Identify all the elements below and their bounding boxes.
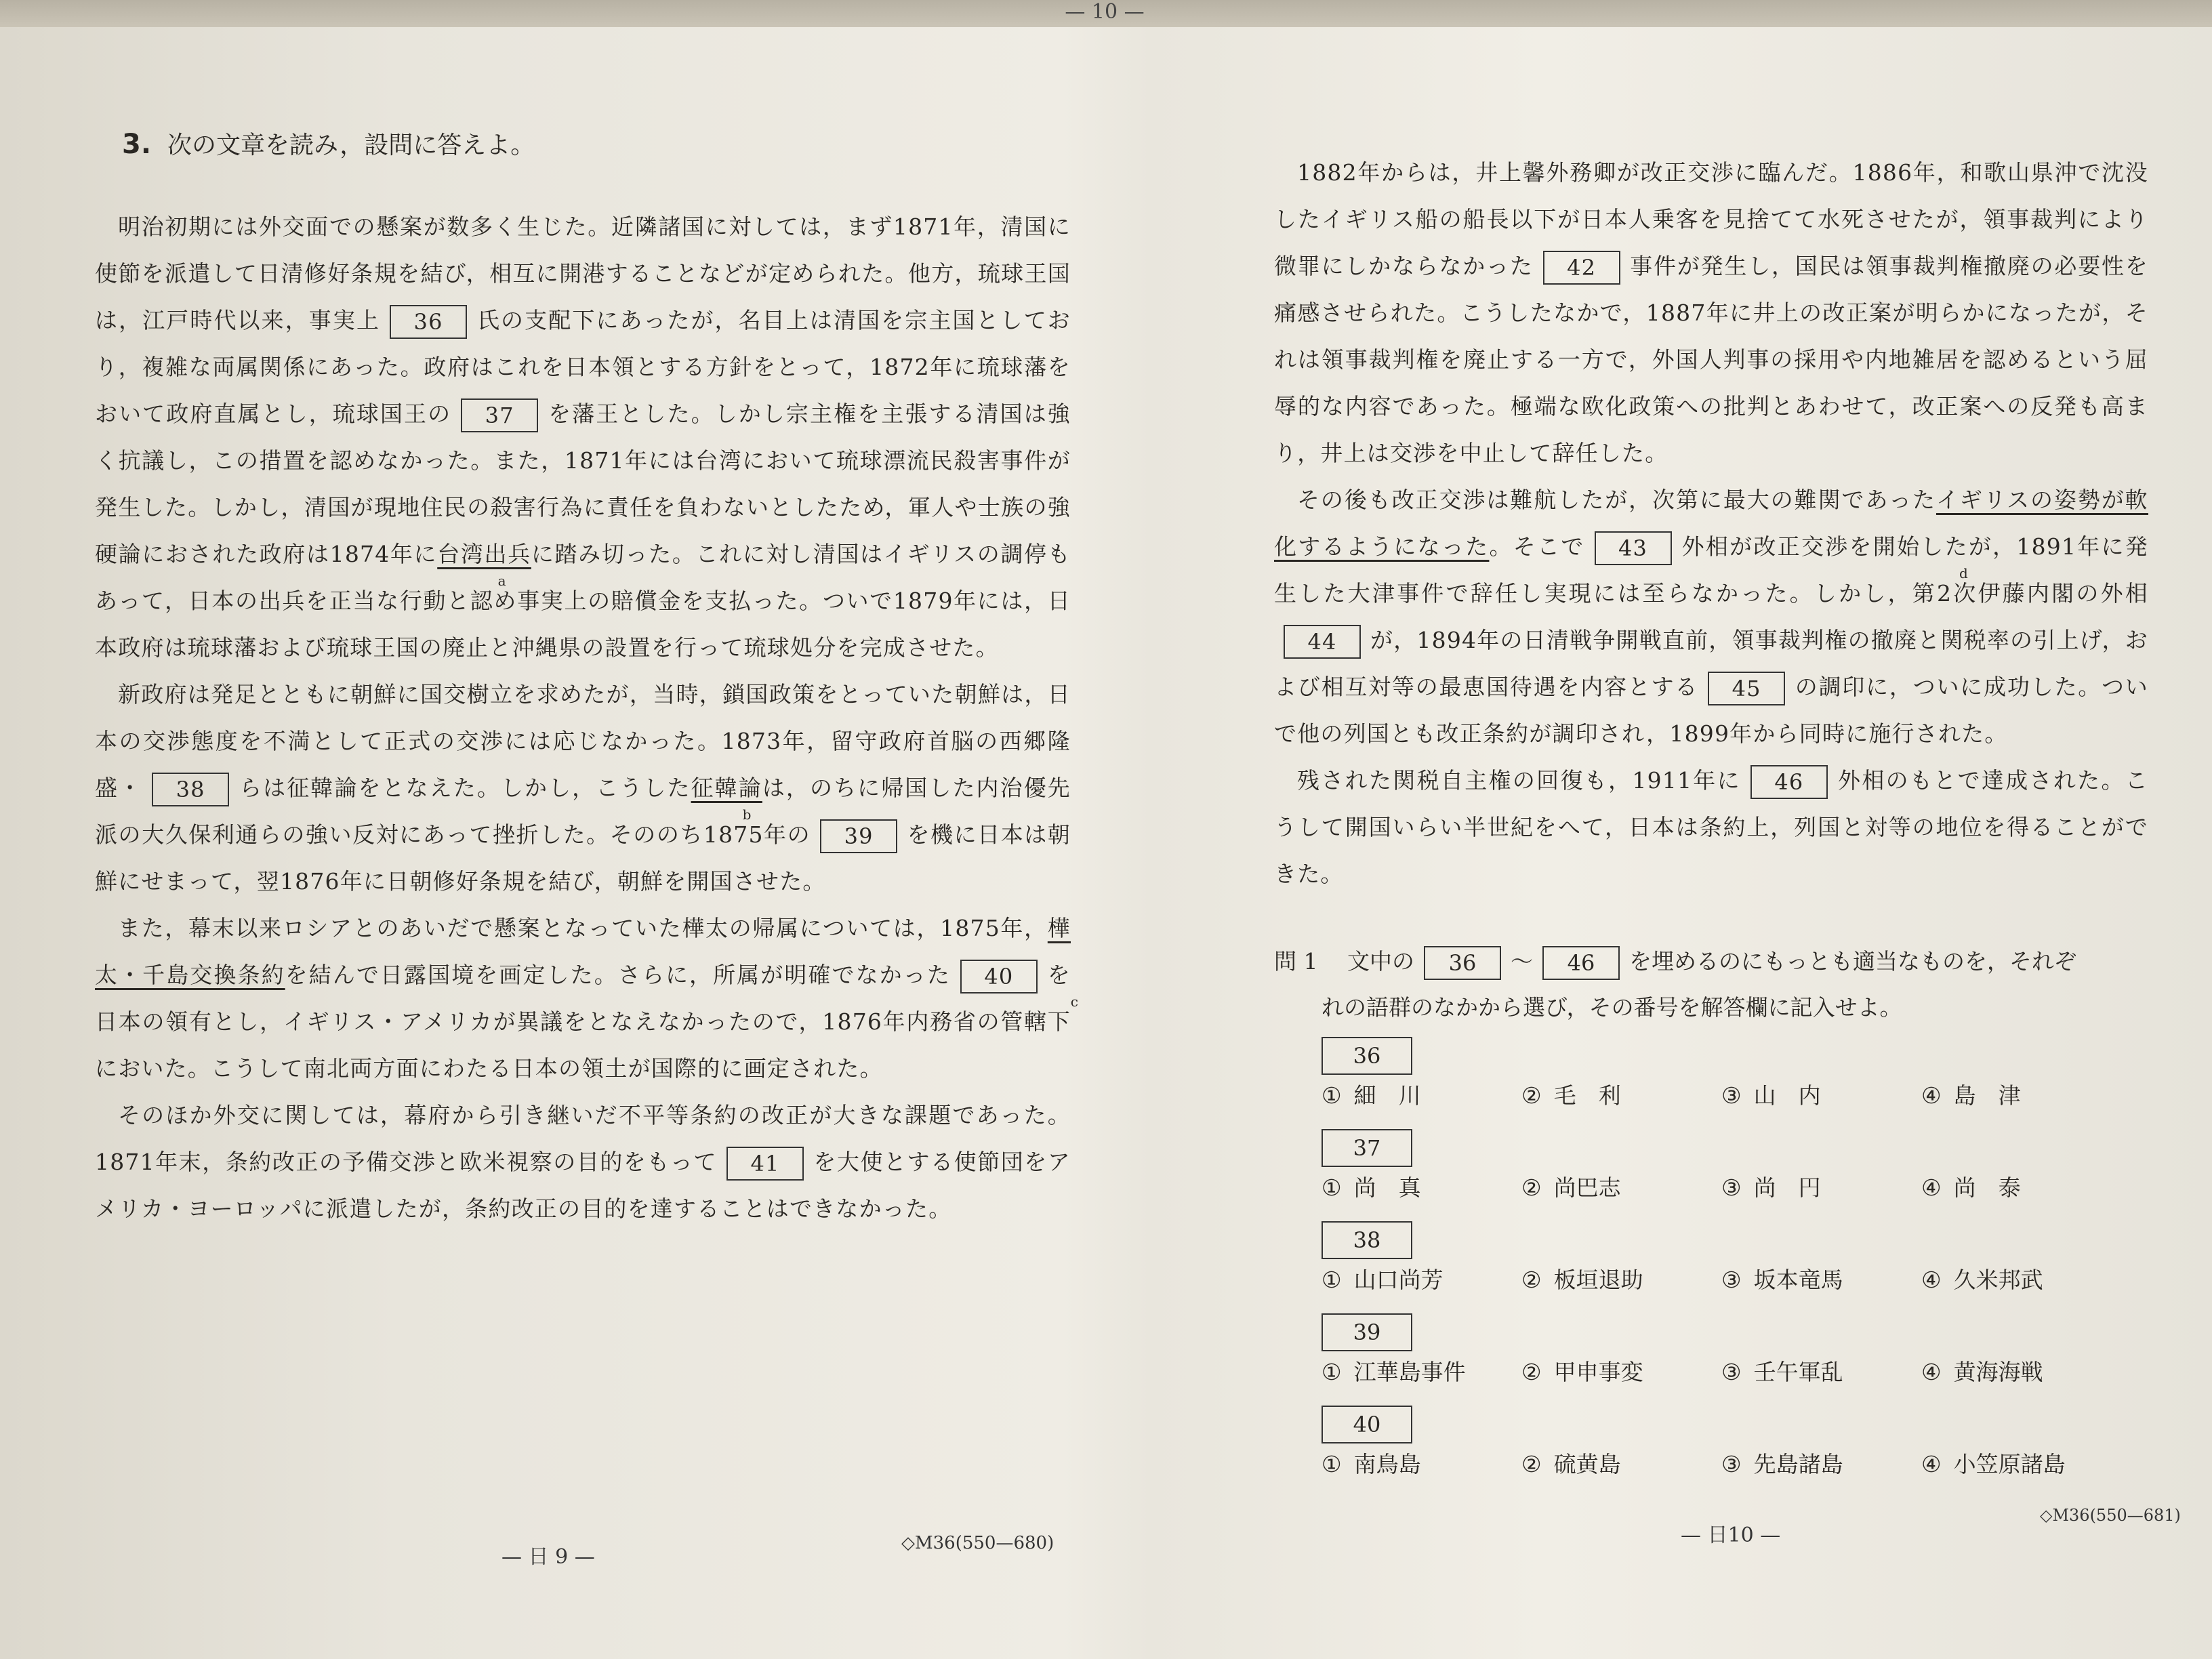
answer-blank-box-45: 45: [1708, 672, 1785, 705]
option-choice: [1921, 1259, 2121, 1301]
question-label: 問 1: [1274, 948, 1318, 975]
option-row: [1322, 1443, 2148, 1486]
option-choice: [1322, 1443, 1521, 1486]
text-segment: を日本の領有とし，イギリス・アメリカが異議をとなえなかったので，1876年内務省の管轄下においた。こうして南北両方面にわたる日本の領土が国際的に画定された。: [95, 962, 1071, 1082]
option-choice: [1721, 1443, 1921, 1486]
option-number: ②: [1521, 1082, 1542, 1109]
question-1: [1274, 938, 2148, 985]
option-text: 坂本竜馬: [1753, 1267, 1843, 1293]
text-segment: また，幕末以来ロシアとのあいだで懸案となっていた樺太の帰属については，1875年，: [118, 915, 1048, 941]
option-choice: [1322, 1167, 1521, 1209]
section-instruction: 次の文章を読み，設問に答えよ。: [167, 131, 535, 159]
option-text: 尚巴志: [1553, 1174, 1621, 1201]
option-text: 細 川: [1353, 1082, 1421, 1109]
text-segment: そのほか外交に関しては，幕府から引き継いだ不平等条約の改正が大きな課題であった。1871年末，条約改正の予備交渉と欧米視察の目的をもって: [95, 1102, 1071, 1175]
left-paragraph-1: [95, 203, 1071, 671]
option-number: ④: [1921, 1359, 1942, 1385]
text-segment: その後も改正交渉は難航したが，次第に最大の難関であった: [1297, 487, 1936, 513]
option-text: 南鳥島: [1353, 1451, 1421, 1477]
text-segment: が，1894年の日清戦争開戦直前，領事裁判権の撤廃と関税率の引上げ，および相互対等の最恵国待遇を内容とする: [1274, 627, 2148, 700]
text-segment: を大使とする使節団をアメリカ・ヨーロッパに派遣したが，条約改正の目的を達することはできなかった。: [95, 1149, 1071, 1222]
question-text-pre: 文中の: [1347, 948, 1414, 975]
option-number: ③: [1721, 1359, 1742, 1385]
option-text: 壬午軍乱: [1753, 1359, 1843, 1385]
underline-marker: a: [497, 573, 507, 589]
underlined-term-text: 樺太・千島交換条約: [95, 915, 1071, 988]
question-text-post: を埋めるのにもっとも適当なものを，それぞ: [1629, 948, 2076, 975]
text-segment: を機に日本は朝鮮にせまって，翌1876年に日朝修好条規を結び，朝鮮を開国させた。: [95, 821, 1071, 895]
option-choice: [1521, 1167, 1721, 1209]
option-number: ②: [1521, 1451, 1542, 1477]
text-segment: 新政府は発足とともに朝鮮に国交樹立を求めたが，当時，鎖国政策をとっていた朝鮮は，日本の交渉態度を不満として正式の交渉には応じなかった。1873年，留守政府首脳の西郷隆盛・: [95, 681, 1071, 801]
answer-blank-box-40: 40: [960, 960, 1038, 994]
option-number: ④: [1921, 1451, 1942, 1477]
option-text: 小笠原諸島: [1953, 1451, 2066, 1477]
left-column: [95, 203, 1080, 1232]
text-segment: の調印に，ついに成功した。ついで他の列国とも改正条約が調印され，1899年から同時に施行された。: [1274, 674, 2149, 747]
option-choice: [1721, 1075, 1921, 1117]
option-text: 尚 泰: [1953, 1174, 2021, 1201]
option-text: 山 内: [1753, 1082, 1821, 1109]
option-text: 硫黄島: [1553, 1451, 1621, 1477]
option-number: ④: [1921, 1082, 1942, 1109]
answer-blank-box-42: 42: [1543, 251, 1620, 285]
option-text: 島 津: [1953, 1082, 2021, 1109]
underlined-term-text: 征韓論: [691, 775, 762, 801]
underlined-term: [691, 775, 762, 823]
text-segment: 残された関税自主権の回復も，1911年に: [1297, 767, 1741, 794]
option-choice: [1721, 1167, 1921, 1209]
option-number: ①: [1322, 1082, 1342, 1109]
option-row: [1322, 1351, 2148, 1393]
option-number: ③: [1721, 1451, 1742, 1477]
option-choice: [1521, 1259, 1721, 1301]
option-number: ③: [1721, 1267, 1742, 1293]
text-segment: に踏み切った。これに対し清国はイギリスの調停もあって，日本の出兵を正当な行動と認め事実上の賠償金を支払った。ついで1879年には，日本政府は琉球藩および琉球王国の廃止と沖縄県の設置を行って琉球処分を完成させた。: [95, 541, 1071, 661]
left-exam-code: ◇M36(550—680): [901, 1533, 1054, 1553]
option-choice: [1721, 1259, 1921, 1301]
right-page-label: — 日10 —: [1681, 1523, 1781, 1547]
question-range-start-box: 36: [1424, 946, 1501, 980]
answer-blank-box-39: 39: [820, 819, 897, 853]
option-number: ①: [1322, 1359, 1342, 1385]
option-row: [1322, 1259, 2148, 1301]
option-choice: [1322, 1351, 1521, 1393]
text-segment: を藩王とした。しかし宗主権を主張する清国は強く抗議し，この措置を認めなかった。また，1871年には台湾において琉球漂流民殺害事件が発生した。しかし，清国が現地住民の殺害行為に責任を負わないとしたため，軍人や士族の強硬論におされた政府は1874年に: [95, 401, 1071, 567]
right-column: [1274, 149, 2148, 1491]
underline-marker: b: [742, 806, 752, 823]
answer-blank-box-38: 38: [152, 773, 229, 806]
question-range-end-box: 46: [1542, 946, 1620, 980]
option-choice: [1322, 1075, 1521, 1117]
left-paragraph-4: [95, 1092, 1071, 1232]
answer-blank-box-43: 43: [1595, 531, 1672, 565]
option-number: ②: [1521, 1359, 1542, 1385]
answer-blank-box-41: 41: [726, 1147, 804, 1181]
text-segment: は，のちに帰国した内治優先派の大久保利通らの強い反対にあって挫折した。そののち1875年の: [95, 775, 1071, 848]
option-group-box-37: 37: [1322, 1129, 1412, 1167]
answer-option-groups: [1322, 1030, 2148, 1486]
answer-blank-box-46: 46: [1750, 765, 1828, 799]
option-choice: [1921, 1351, 2121, 1393]
option-text: 尚 円: [1753, 1174, 1821, 1201]
underlined-term: [437, 541, 531, 589]
left-paragraph-3: [95, 905, 1080, 1092]
right-paragraph-1: [1274, 149, 2148, 476]
left-page-label: — 日 9 —: [501, 1545, 595, 1569]
text-segment: 明治初期には外交面での懸案が数多く生じた。近隣諸国に対しては，まず1871年，清国に使節を派遣して日清修好条規を結び，相互に開港することなどが定められた。他方，琉球王国は，江戸時代以来，事実上: [95, 213, 1071, 333]
option-text: 甲申事変: [1553, 1359, 1643, 1385]
answer-blank-box-36: 36: [390, 305, 467, 339]
option-number: ③: [1721, 1174, 1742, 1201]
option-choice: [1921, 1167, 2121, 1209]
option-number: ①: [1322, 1174, 1342, 1201]
option-number: ①: [1322, 1267, 1342, 1293]
option-choice: [1721, 1351, 1921, 1393]
option-group-box-39: 39: [1322, 1313, 1412, 1351]
question-range-tilde: 〜: [1511, 948, 1533, 975]
section-number: 3.: [122, 129, 152, 160]
option-text: 先島諸島: [1753, 1451, 1843, 1477]
text-segment: らは征韓論をとなえた。しかし，こうした: [239, 775, 691, 801]
option-text: 板垣退助: [1553, 1267, 1643, 1293]
option-choice: [1921, 1075, 2121, 1117]
option-number: ②: [1521, 1174, 1542, 1201]
option-choice: [1322, 1259, 1521, 1301]
option-number: ①: [1322, 1451, 1342, 1477]
option-number: ④: [1921, 1267, 1942, 1293]
text-segment: を結んで日露国境を画定した。さらに，所属が明確でなかった: [285, 962, 951, 988]
option-number: ③: [1721, 1082, 1742, 1109]
option-text: 江華島事件: [1353, 1359, 1466, 1385]
option-choice: [1521, 1351, 1721, 1393]
right-paragraph-2: [1274, 476, 2148, 757]
right-exam-code: ◇M36(550—681): [2040, 1506, 2181, 1525]
text-segment: 。そこで: [1489, 533, 1585, 560]
option-text: 久米邦武: [1953, 1267, 2043, 1293]
answer-blank-box-44: 44: [1284, 625, 1361, 659]
option-row: [1322, 1167, 2148, 1209]
option-choice: [1921, 1443, 2121, 1486]
left-paragraph-2: [95, 671, 1071, 905]
underlined-term-text: イギリスの姿勢が軟化するようになった: [1274, 487, 2149, 560]
underline-marker: d: [1959, 565, 1969, 581]
underlined-term-text: 台湾出兵: [437, 541, 531, 567]
text-segment: 外相が改正交渉を開始したが，1891年に発生した大津事件で辞任し実現には至らなかった。しかし，第2次伊藤内閣の外相: [1274, 533, 2148, 607]
text-segment: 1882年からは，井上馨外務卿が改正交渉に臨んだ。1886年，和歌山県沖で沈没したイギリス船の船長以下が日本人乗客を見捨てて水死させたが，領事裁判により微罪にしかならなかった: [1274, 159, 2148, 279]
option-text: 尚 真: [1353, 1174, 1421, 1201]
underline-marker: c: [1070, 994, 1080, 1010]
option-group-box-36: 36: [1322, 1037, 1412, 1075]
top-page-number: — 10 —: [1065, 0, 1145, 24]
text-segment: 事件が発生し，国民は領事裁判権撤廃の必要性を痛感させられた。こうしたなかで，1887年に井上の改正案が明らかになったが，それは領事裁判権を廃止する一方で，外国人判事の採用や内地雑居を認めるという屈辱的な内容であった。極端な欧化政策への批判とあわせて，改正案への反発も高まり，井上は交渉を中止して辞任した。: [1274, 253, 2148, 466]
question-1-line-2: れの語群のなかから選び，その番号を解答欄に記入せよ。: [1322, 994, 1902, 1021]
text-segment: 氏の支配下にあったが，名目上は清国を宗主国としており，複雑な両属関係にあった。政府はこれを日本領とする方針をとって，1872年に琉球藩をおいて政府直属とし，琉球国王の: [95, 307, 1071, 427]
option-text: 黄海海戦: [1953, 1359, 2043, 1385]
option-text: 毛 利: [1553, 1082, 1621, 1109]
text-segment: 外相のもとで達成された。こうして開国いらい半世紀をへて，日本は条約上，列国と対等の地位を得ることができた。: [1274, 767, 2148, 887]
option-row: [1322, 1075, 2148, 1117]
option-group-box-38: 38: [1322, 1221, 1412, 1259]
option-choice: [1521, 1443, 1721, 1486]
option-number: ②: [1521, 1267, 1542, 1293]
right-paragraph-3: [1274, 757, 2148, 897]
option-number: ④: [1921, 1174, 1942, 1201]
option-group-box-40: 40: [1322, 1406, 1412, 1443]
section-heading: [122, 126, 535, 161]
answer-blank-box-37: 37: [461, 398, 538, 432]
option-text: 山口尚芳: [1353, 1267, 1443, 1293]
option-choice: [1521, 1075, 1721, 1117]
